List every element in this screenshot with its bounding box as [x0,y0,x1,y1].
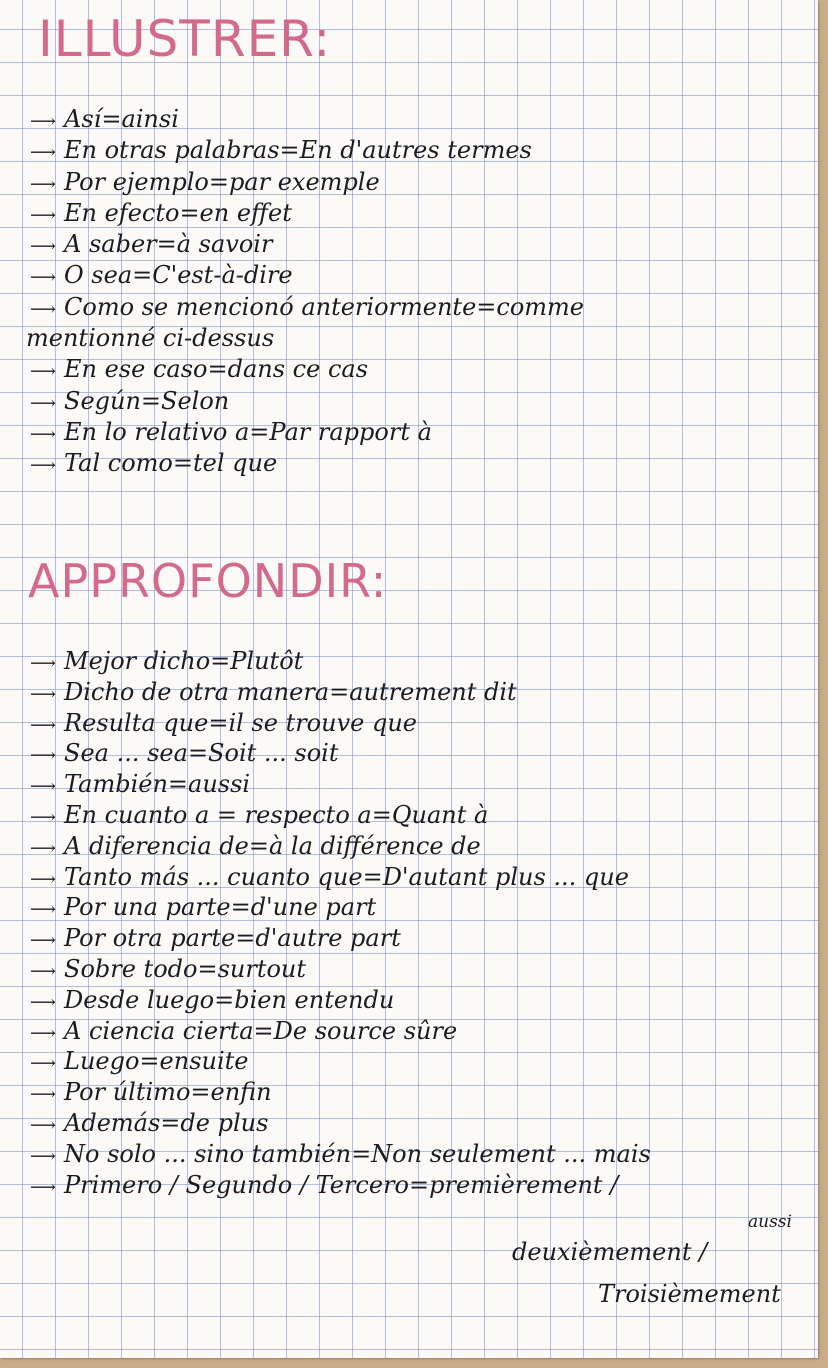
french-phrase: aussi [188,770,251,799]
arrow-icon: ⟶ [30,142,56,164]
spanish-phrase: Por ejemplo [64,167,209,196]
list-item [30,800,651,831]
spanish-phrase: En ese caso [64,355,208,384]
arrow-icon: ⟶ [30,776,56,798]
equals-sign: = [167,770,189,799]
french-phrase: dans ce cas [227,355,369,384]
list-item [30,1077,651,1108]
french-phrase: Quant à [391,800,489,829]
equals-sign: = [235,924,256,953]
list-item [30,923,651,954]
arrow-icon: ⟶ [30,868,56,890]
equals-sign: = [207,355,228,384]
french-phrase: ainsi [121,105,179,133]
spanish-phrase: Sea ... sea [64,739,188,768]
list-item [30,1046,651,1077]
arrow-icon: ⟶ [30,236,56,258]
arrow-icon: ⟶ [30,806,56,828]
equals-sign: = [248,831,269,860]
french-phrase-continuation: deuxièmement / [512,1238,708,1266]
arrow-icon: ⟶ [30,267,56,289]
french-phrase: comme [496,292,584,321]
spanish-phrase: Como se mencionó anteriormente [64,292,477,321]
spanish-phrase: Luego [64,1047,140,1076]
equals-sign: = [249,417,270,446]
list-item [30,448,584,479]
spanish-phrase: Sobre todo [64,954,198,983]
equals-sign: = [208,708,229,737]
french-phrase: De source sûre [273,1016,458,1045]
equals-sign: = [476,292,497,321]
list-item [30,1170,651,1201]
list-item [30,892,651,923]
french-phrase: ensuite [159,1047,249,1076]
arrow-icon: ⟶ [30,960,56,982]
section-title-illustrer: ILLUSTRER: [38,10,332,68]
french-phrase: En d'autres termes [299,136,532,165]
french-phrase: il se trouve que [228,708,418,737]
equals-sign: = [208,167,229,196]
french-phrase: de plus [180,1108,269,1137]
french-phrase: tel que [192,449,278,478]
french-phrase: premièrement / [429,1170,619,1199]
list-item [30,354,584,385]
spanish-phrase: No solo ... sino también [64,1139,352,1168]
french-phrase: enfin [210,1078,272,1107]
spanish-phrase: Según [64,386,141,415]
french-phrase: Non seulement ... mais [371,1139,651,1168]
list-item [30,708,651,739]
arrow-icon: ⟶ [30,1053,56,1075]
list-item [30,1139,651,1170]
equals-sign: = [409,1170,430,1199]
arrow-icon: ⟶ [30,298,56,320]
equals-sign: = [132,261,153,290]
equals-sign: = [214,985,235,1014]
french-phrase: en effet [199,198,292,227]
spanish-phrase: Por una parte [64,893,231,922]
spanish-phrase: Dicho de otra manera [64,677,330,706]
french-phrase-continuation: mentionné ci-dessus [26,324,275,353]
french-phrase: à savoir [176,230,273,259]
equals-sign: = [139,1047,160,1076]
arrow-icon: ⟶ [30,455,56,477]
equals-sign: = [362,862,383,891]
spanish-phrase: Además [64,1108,161,1137]
equals-sign: = [197,954,218,983]
french-phrase: bien entendu [234,985,395,1014]
arrow-icon: ⟶ [30,1022,56,1044]
list-item [30,738,651,769]
equals-sign: = [179,198,200,227]
list-item [30,417,584,448]
spanish-phrase: O sea [64,261,133,290]
arrow-icon: ⟶ [30,1084,56,1106]
equals-sign: = [101,105,122,133]
equals-sign: = [371,800,392,829]
arrow-icon: ⟶ [30,683,56,705]
french-phrase: Selon [161,386,230,415]
french-phrase: d'une part [250,893,377,922]
spanish-phrase: Por último [64,1078,191,1107]
arrow-icon: ⟶ [30,899,56,921]
arrow-icon: ⟶ [30,1145,56,1167]
french-phrase: Par rapport à [269,417,432,446]
arrow-icon: ⟶ [30,991,56,1013]
list-item [30,1108,651,1139]
equals-sign: = [187,739,209,768]
equals-sign: = [156,230,177,259]
list-item [30,229,584,260]
list-item [30,167,584,198]
equals-sign: = [160,1108,181,1137]
arrow-icon: ⟶ [30,930,56,952]
spanish-phrase: Tal como [64,449,173,478]
french-phrase-continuation: Troisièmement [598,1280,781,1308]
section-title-approfondir: APPROFONDIR: [28,554,388,608]
spanish-phrase: A ciencia cierta [64,1016,254,1045]
equals-sign: = [190,1078,211,1107]
list-item [30,954,651,985]
list-item [30,862,651,893]
spanish-phrase: En efecto [64,198,180,227]
spanish-phrase: En lo relativo a [64,417,250,446]
french-phrase: surtout [217,954,307,983]
french-phrase: à la différence de [268,831,481,860]
spanish-phrase: Por otra parte [64,924,236,953]
list-item [30,1016,651,1047]
spanish-phrase: A saber [64,230,157,259]
french-phrase: par exemple [228,167,380,196]
list-item [30,386,584,417]
arrow-icon: ⟶ [30,714,56,736]
list-item [30,104,584,135]
french-phrase: Soit ... soit [208,739,339,768]
spanish-phrase: Resulta que [64,708,209,737]
equals-sign: = [351,1139,372,1168]
note-superscript-aussi: aussi [748,1212,792,1232]
approfondir-list [30,646,651,1200]
list-item [30,985,651,1016]
spanish-phrase: También [64,770,168,799]
equals-sign: = [210,647,231,675]
equals-sign: = [172,449,193,478]
list-item [30,677,651,708]
arrow-icon: ⟶ [30,1176,56,1198]
french-phrase: Plutôt [230,647,304,675]
list-item [30,198,584,229]
list-item [30,135,584,166]
list-item [30,769,651,800]
arrow-icon: ⟶ [30,423,56,445]
arrow-icon: ⟶ [30,204,56,226]
equals-sign: = [329,677,350,706]
arrow-icon: ⟶ [30,111,56,132]
french-phrase: C'est-à-dire [152,261,293,290]
equals-sign: = [253,1016,274,1045]
french-phrase: d'autre part [255,924,401,953]
arrow-icon: ⟶ [30,653,56,674]
arrow-icon: ⟶ [30,1114,56,1136]
arrow-icon: ⟶ [30,837,56,859]
arrow-icon: ⟶ [30,361,56,383]
equals-sign: = [140,386,162,415]
arrow-icon: ⟶ [30,745,56,767]
equals-sign: = [230,893,251,922]
arrow-icon: ⟶ [30,173,56,195]
illustrer-list [26,104,584,480]
equals-sign: = [279,136,300,165]
list-item [30,646,651,677]
list-item [30,292,584,323]
list-item-continuation [26,323,584,354]
spanish-phrase: En otras palabras [64,136,280,165]
list-item [30,260,584,291]
spanish-phrase: En cuanto a = respecto a [64,800,372,829]
spanish-phrase: Tanto más ... cuanto que [64,862,363,891]
spanish-phrase: Primero / Segundo / Tercero [64,1170,409,1199]
spanish-phrase: A diferencia de [64,831,249,860]
spanish-phrase: Así [64,105,102,133]
spanish-phrase: Desde luego [64,985,215,1014]
french-phrase: D'autant plus ... que [382,862,629,891]
french-phrase: autrement dit [349,677,517,706]
spanish-phrase: Mejor dicho [64,647,211,675]
arrow-icon: ⟶ [30,392,56,414]
list-item [30,831,651,862]
